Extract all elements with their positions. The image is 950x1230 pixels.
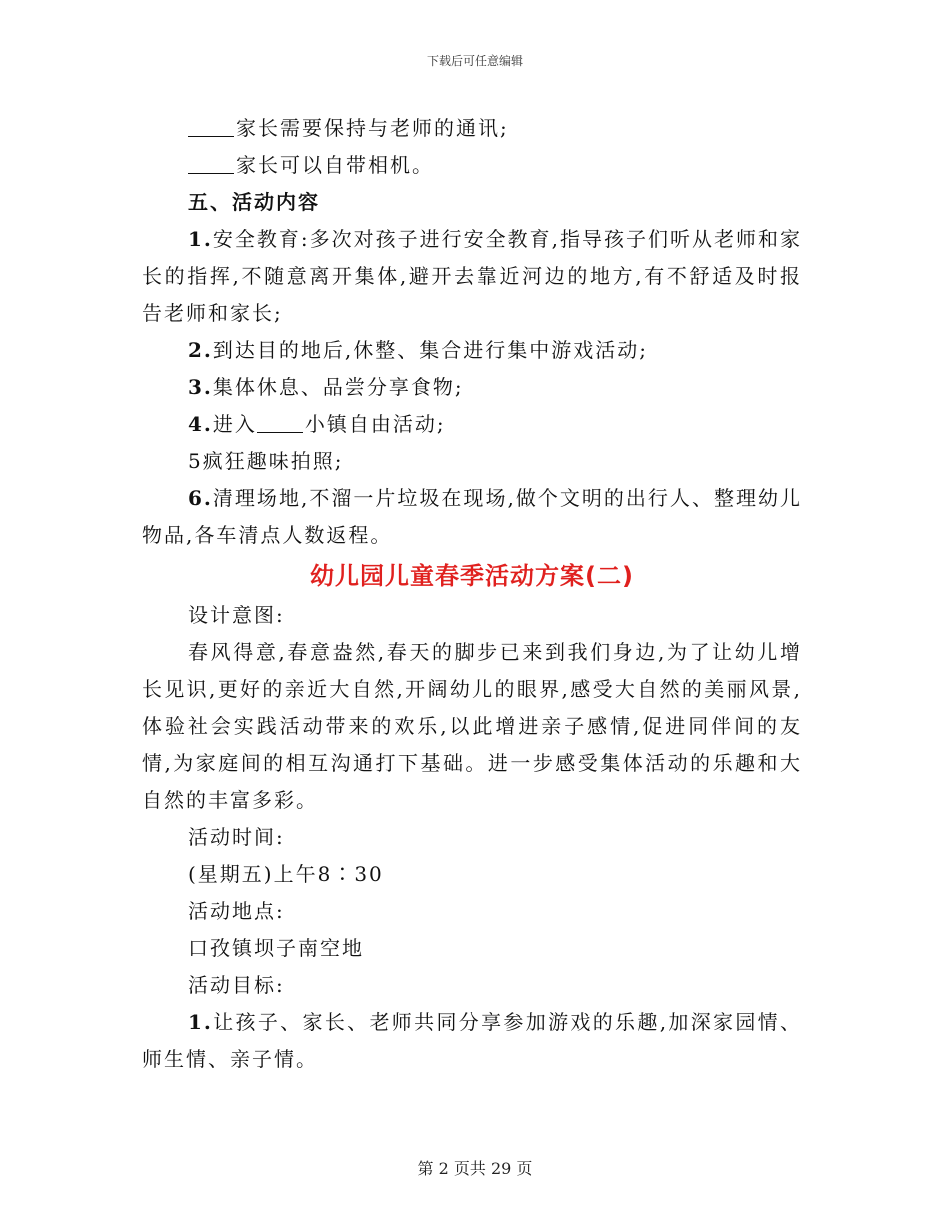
document-body: [142, 110, 802, 1078]
paragraph-parent-camera: [142, 147, 802, 184]
item-number: 3.: [188, 375, 213, 399]
item-number: 6.: [188, 486, 213, 510]
design-intent-label: 设计意图:: [188, 603, 285, 627]
goal-item-1: [142, 1004, 802, 1078]
activity-time-value: (星期五)上午8∶30: [188, 862, 384, 886]
parent-contact-text: 家长需要保持与老师的通讯;: [236, 116, 509, 140]
section-heading-activity-content: 五、活动内容: [188, 190, 320, 214]
parent-camera-text: 家长可以自带相机。: [236, 153, 434, 177]
item-text-pre: 进入: [212, 412, 257, 436]
list-item-5: 5疯狂趣味拍照;: [188, 449, 344, 473]
page-header: 下载后可任意编辑: [426, 54, 523, 68]
blank-underline: [188, 155, 234, 174]
list-item-2: [142, 332, 802, 369]
item-number: 1.: [188, 1010, 213, 1034]
page-footer: 第 2 页共 29 页: [417, 1159, 533, 1178]
item-text-post: 小镇自由活动;: [304, 412, 446, 436]
item-number: 1.: [188, 227, 213, 251]
document-title: 幼儿园儿童春季活动方案(二): [310, 562, 634, 590]
list-item-1: [142, 221, 802, 332]
activity-place-value: 口孜镇坝子南空地: [188, 936, 364, 960]
item-text: 让孩子、家长、老师共同分享参加游戏的乐趣,加深家园情、师生情、亲子情。: [142, 1010, 802, 1071]
item-text: 集体休息、品尝分享食物;: [212, 375, 464, 399]
activity-goal-label: 活动目标:: [188, 973, 285, 997]
paragraph-parent-contact: [142, 110, 802, 147]
item-number: 4.: [188, 412, 213, 436]
activity-place-label: 活动地点:: [188, 899, 285, 923]
list-item-4: [142, 406, 802, 443]
blank-underline: [188, 118, 234, 137]
item-number: 2.: [188, 338, 213, 362]
activity-time-label: 活动时间:: [188, 825, 285, 849]
list-item-3: [142, 369, 802, 406]
design-intent-paragraph: 春风得意,春意盎然,春天的脚步已来到我们身边,为了让幼儿增长见识,更好的亲近大自然,开阔幼儿的眼界,感受大自然的美丽风景,体验社会实践活动带来的欢乐,以此增进亲子感情,促进同伴间的友情,为家庭间的相互沟通打下基础。进一步感受集体活动的乐趣和大自然的丰富多彩。: [142, 640, 802, 812]
list-item-6: [142, 480, 802, 554]
item-text: 到达目的地后,休整、集合进行集中游戏活动;: [212, 338, 648, 362]
item-text: 安全教育:多次对孩子进行安全教育,指导孩子们听从老师和家长的指挥,不随意离开集体,避开去靠近河边的地方,有不舒适及时报告老师和家长;: [142, 227, 802, 325]
blank-underline: [257, 414, 303, 433]
item-text: 清理场地,不溜一片垃圾在现场,做个文明的出行人、整理幼儿物品,各车清点人数返程。: [142, 486, 802, 547]
